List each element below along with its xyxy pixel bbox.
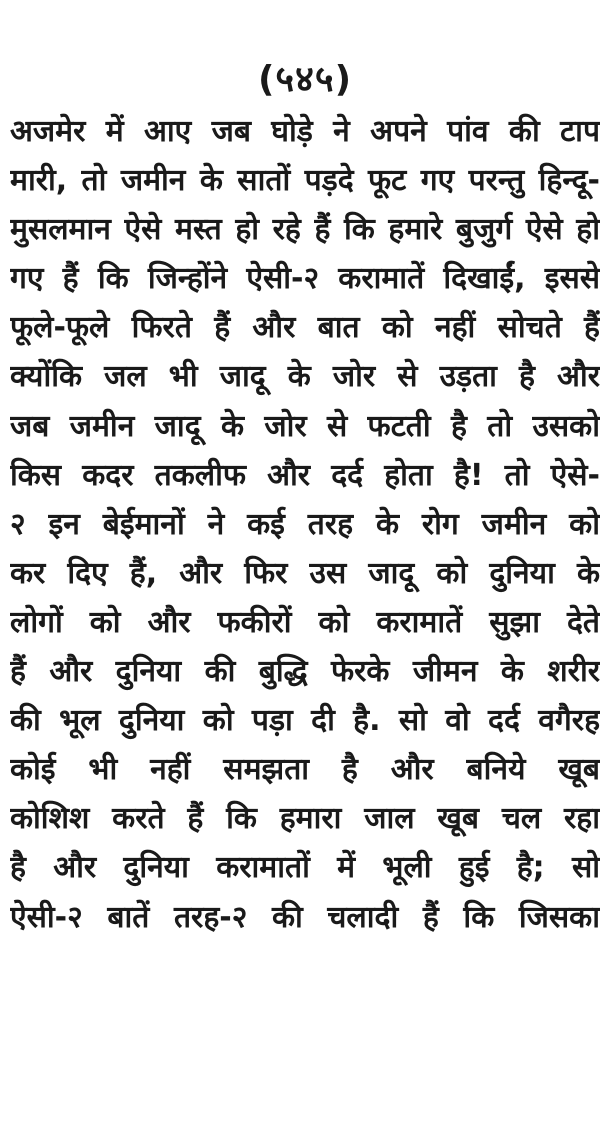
text-line: हैं और दुनिया की बुद्धि फेरके जीमन के शरीर (10, 654, 600, 690)
text-line: फूले-फूले फिरते हैं और बात को नहीं सोचते हैं (10, 310, 600, 346)
text-line: मारी, तो जमीन के सातों पड़दे फूट गए परन्तु हिन्दू- (10, 163, 600, 199)
text-line: लोगों को और फकीरों को करामातें सुझा देते (10, 604, 600, 640)
text-line: है और दुनिया करामातों में भूली हुई है; सो (10, 850, 600, 886)
text-line: कर दिए हैं, और फिर उस जादू को दुनिया के (10, 555, 600, 591)
body-text (10, 107, 600, 942)
text-line: ऐसी-२ बातें तरह-२ की चलादी हैं कि जिसका (10, 899, 600, 935)
text-line: क्योंकि जल भी जादू के जोर से उड़ता है और (10, 359, 600, 395)
text-line: अजमेर में आए जब घोड़े ने अपने पांव की टाप (10, 114, 600, 149)
text-line: कोई भी नहीं समझता है और बनिये खूब (10, 752, 600, 788)
page-number: (५४५) (257, 59, 353, 100)
text-line: कोशिश करते हैं कि हमारा जाल खूब चल रहा (10, 801, 600, 837)
text-line: जब जमीन जादू के जोर से फटती है तो उसको (10, 408, 600, 444)
text-line: किस कदर तकलीफ और दर्द होता है! तो ऐसे- (10, 457, 600, 493)
text-line: २ इन बेईमानों ने कई तरह के रोग जमीन को (10, 506, 600, 542)
text-line: मुसलमान ऐसे मस्त हो रहे हैं कि हमारे बुजुर्ग ऐसे हो (10, 212, 600, 248)
text-line: की भूल दुनिया को पड़ा दी है. सो वो दर्द वगैरह (10, 703, 600, 739)
text-line: गए हैं कि जिन्होंने ऐसी-२ करामातें दिखाईं, इससे (10, 261, 600, 297)
